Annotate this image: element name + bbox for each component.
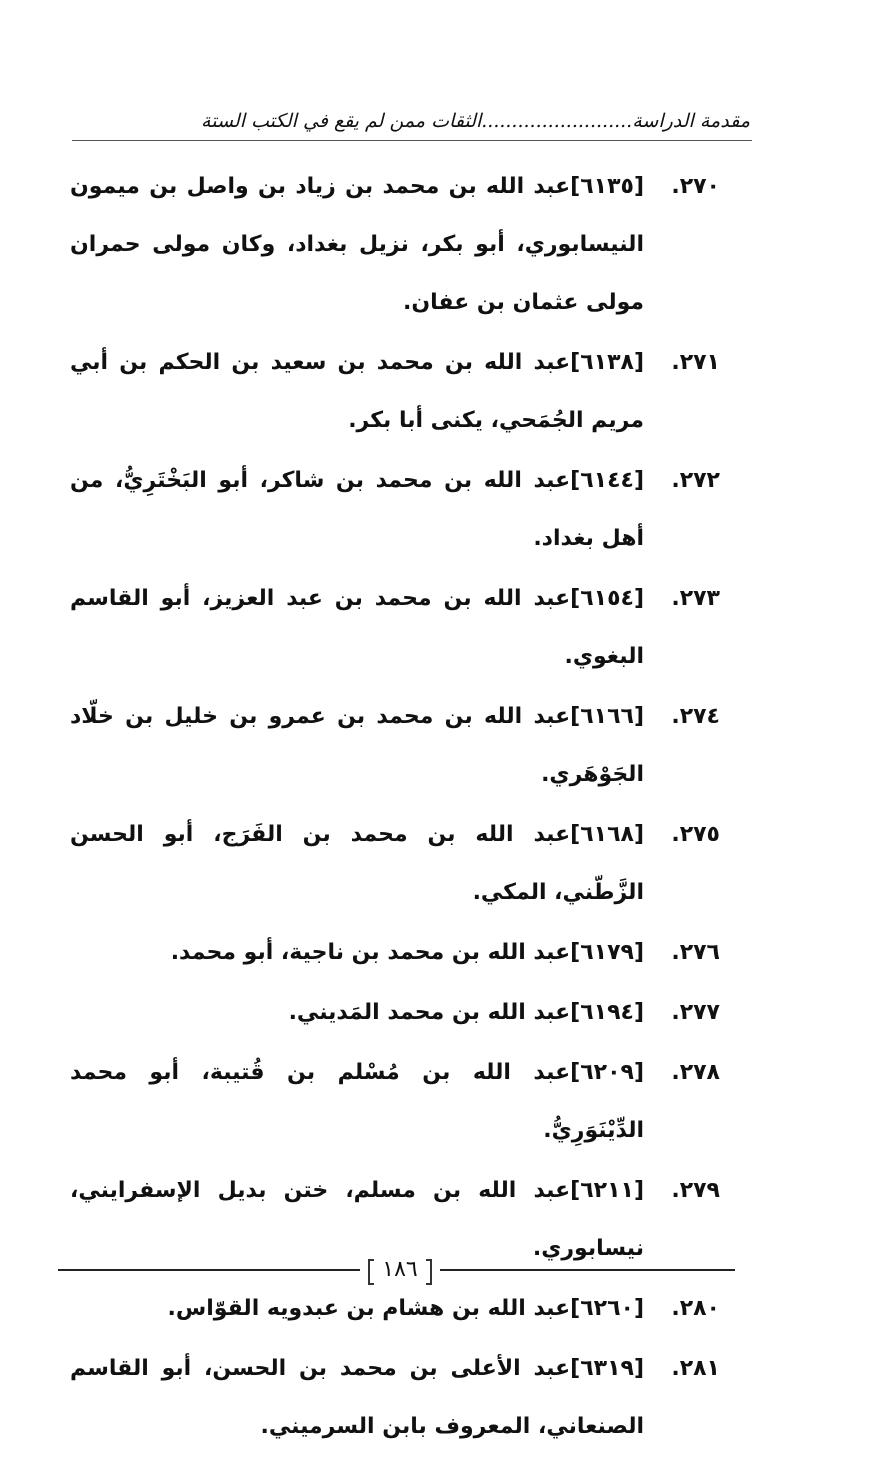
list-item xyxy=(70,158,720,332)
entry-number: ٢٧٣. xyxy=(671,586,720,611)
entry-number: ٢٧٥. xyxy=(671,822,720,847)
list-item xyxy=(70,334,720,450)
footer-rule-right xyxy=(440,1269,735,1271)
entry-text: [٦٣١٩]عبد الأعلى بن محمد بن الحسن، أبو القاسم الصنعاني، المعروف بابن السرميني. xyxy=(70,1356,644,1439)
footer-rule-left xyxy=(58,1269,360,1271)
entry-number: ٢٧٧. xyxy=(671,1000,720,1025)
list-item xyxy=(70,924,720,982)
header-divider xyxy=(72,140,752,141)
entry-text: [٦١٤٤]عبد الله بن محمد بن شاكر، أبو البَخْتَرِيُّ، من أهل بغداد. xyxy=(70,468,644,551)
entry-text: [٦١٣٨]عبد الله بن محمد بن سعيد بن الحكم بن أبي مريم الجُمَحي، يكنى أبا بكر. xyxy=(70,350,644,433)
entry-number: ٢٧٩. xyxy=(671,1178,720,1203)
entry-text: [٦١٦٦]عبد الله بن محمد بن عمرو بن خليل بن خلّاد الجَوْهَري. xyxy=(70,704,644,787)
entry-text: [٦٢٦٠]عبد الله بن هشام بن عبدويه القوّاس. xyxy=(167,1296,644,1321)
list-item xyxy=(70,984,720,1042)
entry-number: ٢٧١. xyxy=(671,350,720,375)
list-item xyxy=(70,570,720,686)
entry-text: [٦٢١١]عبد الله بن مسلم، ختن بديل الإسفرايني، نيسابوري. xyxy=(70,1178,644,1261)
entry-number: ٢٧٠. xyxy=(671,174,720,199)
page-footer xyxy=(0,1255,885,1295)
list-item xyxy=(70,1044,720,1160)
list-item xyxy=(70,806,720,922)
list-item xyxy=(70,452,720,568)
list-item xyxy=(70,1340,720,1456)
entry-text: [٦١٧٩]عبد الله بن محمد بن ناجية، أبو محمد. xyxy=(170,940,644,965)
entry-text: [٦١٣٥]عبد الله بن محمد بن زياد بن واصل بن ميمون النيسابوري، أبو بكر، نزيل بغداد، وكان مولى حمران مولى عثمان بن عفان. xyxy=(70,174,644,315)
entry-number: ٢٧٨. xyxy=(671,1060,720,1085)
entry-number: ٢٧٤. xyxy=(671,704,720,729)
entry-number: ٢٧٦. xyxy=(671,940,720,965)
list-item xyxy=(70,688,720,804)
entry-number: ٢٨١. xyxy=(671,1356,720,1381)
page-number: ١٨٦ xyxy=(362,1255,438,1285)
entry-text: [٦٢٠٩]عبد الله بن مُسْلم بن قُتيبة، أبو محمد الدِّيْنَوَرِيُّ. xyxy=(70,1060,644,1143)
entry-text: [٦١٩٤]عبد الله بن محمد المَديني. xyxy=(288,1000,644,1025)
entry-text: [٦١٦٨]عبد الله بن محمد بن الفَرَج، أبو الحسن الزَّطّني، المكي. xyxy=(70,822,644,905)
entry-text: [٦١٥٤]عبد الله بن محمد بن عبد العزيز، أبو القاسم البغوي. xyxy=(70,586,644,669)
running-header: مقدمة الدراسة.........................الثقات ممن لم يقع في الكتب الستة xyxy=(201,110,750,132)
entry-number: ٢٨٠. xyxy=(671,1296,720,1321)
entry-number: ٢٧٢. xyxy=(671,468,720,493)
